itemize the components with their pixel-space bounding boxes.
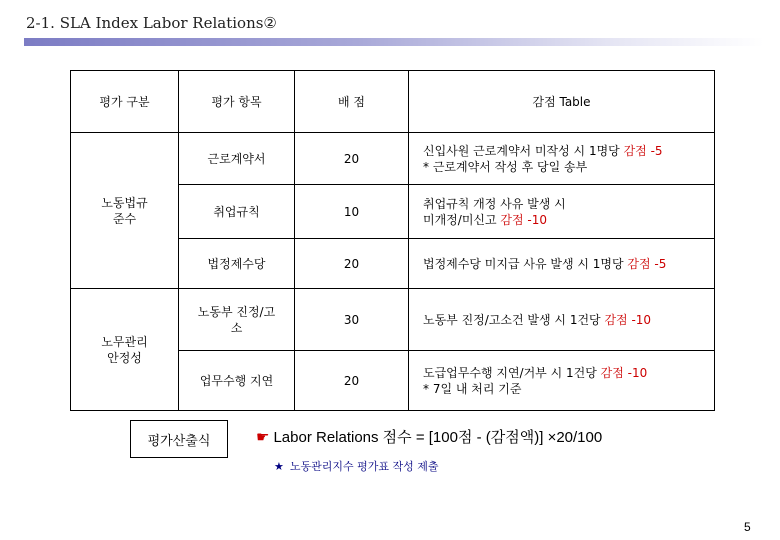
table-row: [71, 133, 715, 185]
desc-deduction: 감점 -10: [604, 312, 652, 327]
desc-text: 도급업무수행 지연/거부 시 1건당: [423, 365, 601, 380]
header-item: 평가 항목: [179, 71, 295, 133]
row-item: [179, 289, 295, 351]
sla-table: [70, 70, 715, 411]
row-item: 업무수행 지연: [179, 351, 295, 411]
page-number: 5: [744, 520, 751, 534]
row-score: 20: [295, 351, 409, 411]
group-label: [71, 289, 179, 411]
formula-label-box: [130, 420, 228, 458]
row-description: [409, 185, 715, 239]
header-deduction: 감점 Table: [409, 71, 715, 133]
header-category: 평가 구분: [71, 71, 179, 133]
table-header-row: [71, 71, 715, 133]
desc-text: 노동부 진정/고소건 발생 시 1건당: [423, 312, 605, 327]
row-description: [409, 239, 715, 289]
row-item: 취업규칙: [179, 185, 295, 239]
row-item: 법정제수당: [179, 239, 295, 289]
row-score: 10: [295, 185, 409, 239]
row-score: 20: [295, 239, 409, 289]
formula-text: Labor Relations 점수 = [100점 - (감점액)] ×20/100: [273, 429, 603, 446]
star-icon: ★: [274, 460, 284, 473]
desc-text: 취업규칙 개정 사유 발생 시: [423, 196, 566, 211]
desc-text-2: 미개정/미신고: [423, 212, 501, 227]
row-description: [409, 133, 715, 185]
desc-text: 신입사원 근로계약서 미작성 시 1명당: [423, 143, 624, 158]
row-score: 20: [295, 133, 409, 185]
row-description: [409, 351, 715, 411]
group-label-text: 노동법규 준수: [101, 195, 148, 226]
row-score: 30: [295, 289, 409, 351]
table-row: [71, 289, 715, 351]
desc-note: * 근로계약서 작성 후 당일 송부: [423, 159, 588, 174]
desc-text: 법정제수당 미지급 사유 발생 시 1명당: [423, 256, 628, 271]
desc-note: * 7일 내 처리 기준: [423, 381, 522, 396]
formula-label: 평가산출식: [147, 433, 211, 449]
desc-deduction: 감점 -10: [500, 212, 548, 227]
formula-line: [256, 426, 602, 447]
desc-deduction: 감점 -5: [623, 143, 663, 158]
desc-deduction: 감점 -10: [600, 365, 648, 380]
row-item: 근로계약서: [179, 133, 295, 185]
row-item-text: 노동부 진정/고 소: [197, 304, 276, 335]
group-label: [71, 133, 179, 289]
submission-note: [274, 458, 439, 474]
pointing-hand-icon: ☛: [256, 429, 270, 446]
desc-deduction: 감점 -5: [627, 256, 667, 271]
row-description: [409, 289, 715, 351]
title-underline: [24, 38, 764, 46]
note-text: 노동관리지수 평가표 작성 제출: [289, 460, 439, 473]
header-score: 배 점: [295, 71, 409, 133]
page-title: 2-1. SLA Index Labor Relations②: [26, 14, 277, 32]
group-label-text: 노무관리 안정성: [101, 334, 148, 365]
